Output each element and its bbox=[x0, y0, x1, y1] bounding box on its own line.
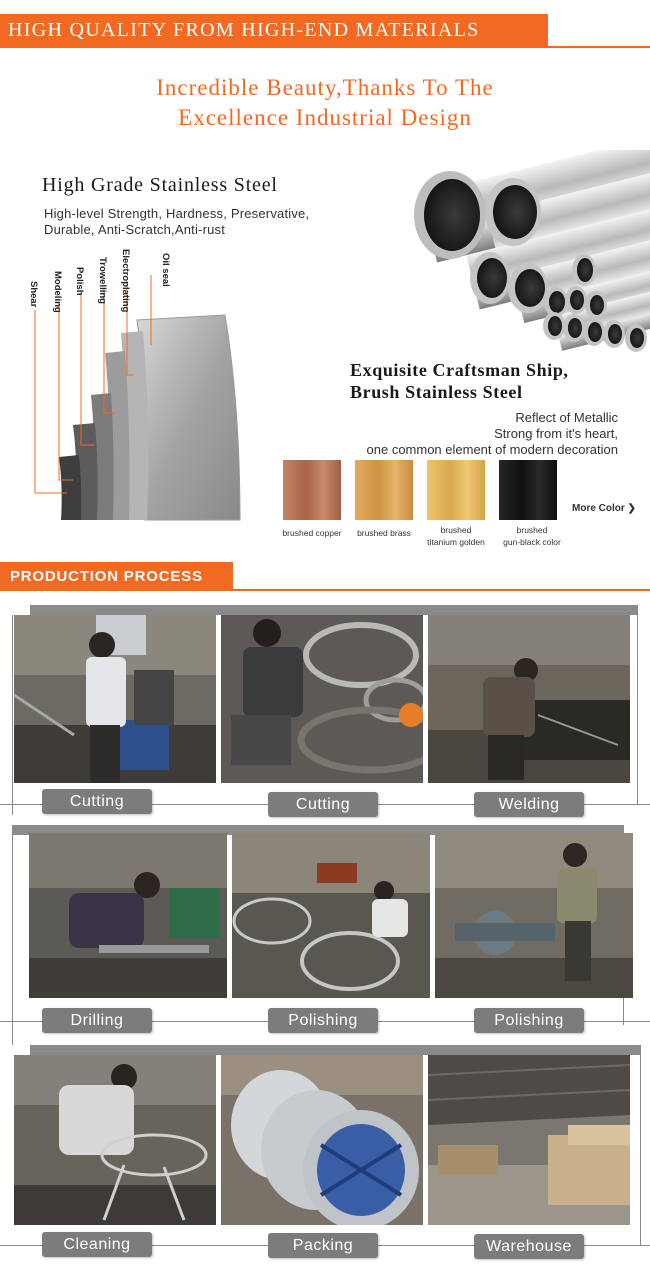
step-label-welding: Welding bbox=[474, 792, 584, 817]
swatch-label-brass: brushed brass bbox=[357, 528, 411, 538]
row-3-frame-top bbox=[30, 1045, 640, 1055]
swatch-brushed-gun-black bbox=[499, 460, 557, 520]
headline-line-1: Incredible Beauty,Thanks To The bbox=[156, 75, 494, 100]
production-header-title: PRODUCTION PROCESS bbox=[10, 568, 203, 585]
more-color-link[interactable]: More Color ❯ bbox=[572, 503, 636, 514]
photo-cutting-2 bbox=[221, 615, 423, 783]
row-1-frame-top bbox=[30, 605, 638, 615]
step-label-cutting-1: Cutting bbox=[42, 789, 152, 814]
steel-tubes-image bbox=[408, 150, 650, 360]
exquisite-title-2: Brush Stainless Steel bbox=[350, 382, 523, 402]
photo-polishing-1 bbox=[232, 833, 430, 998]
high-grade-desc-1: High-level Strength, Hardness, Preservative, bbox=[44, 206, 310, 221]
exquisite-desc-2: Strong from it's heart, bbox=[494, 426, 618, 441]
production-header-rule bbox=[233, 589, 650, 591]
photo-drilling bbox=[29, 833, 227, 998]
swatch-brushed-titanium-golden bbox=[427, 460, 485, 520]
exquisite-title-1: Exquisite Craftsman Ship, bbox=[350, 360, 569, 380]
layer-label-polish: Polish bbox=[74, 267, 85, 296]
step-label-cutting-2: Cutting bbox=[268, 792, 378, 817]
row-1-frame-right bbox=[637, 605, 638, 805]
steel-layer-diagram bbox=[25, 245, 265, 530]
photo-cutting-1 bbox=[14, 615, 216, 783]
layer-label-modeling: Modeling bbox=[52, 271, 63, 313]
high-grade-desc-2: Durable, Anti-Scratch,Anti-rust bbox=[44, 222, 226, 237]
row-2-frame-left bbox=[12, 835, 13, 1045]
photo-cleaning bbox=[14, 1055, 216, 1225]
row-3-frame-right bbox=[640, 1045, 641, 1245]
swatch-brushed-brass bbox=[355, 460, 413, 520]
materials-header bbox=[0, 0, 650, 48]
photo-polishing-2 bbox=[435, 833, 633, 998]
step-label-cleaning: Cleaning bbox=[42, 1232, 152, 1257]
photo-warehouse bbox=[428, 1055, 630, 1225]
swatch-brushed-copper bbox=[283, 460, 341, 520]
materials-header-title: HIGH QUALITY FROM HIGH-END MATERIALS bbox=[8, 19, 480, 41]
step-label-polishing-1: Polishing bbox=[268, 1008, 378, 1033]
headline-line-2: Excellence Industrial Design bbox=[178, 105, 472, 130]
photo-packing bbox=[221, 1055, 423, 1225]
materials-header-rule bbox=[548, 46, 650, 48]
step-label-packing: Packing bbox=[268, 1233, 378, 1258]
step-label-drilling: Drilling bbox=[42, 1008, 152, 1033]
swatch-label-copper: brushed copper bbox=[282, 528, 342, 538]
layer-label-shear: Shear bbox=[28, 281, 39, 308]
exquisite-desc-1: Reflect of Metallic bbox=[515, 410, 618, 425]
exquisite-desc-3: one common element of modern decoration bbox=[366, 442, 618, 457]
layer-label-trowelling: Trowelling bbox=[97, 257, 108, 304]
layer-label-electroplating: Electroplating bbox=[120, 249, 131, 313]
step-label-warehouse: Warehouse bbox=[474, 1234, 584, 1259]
swatch-label-gun-black: brushed gun-black color bbox=[503, 525, 561, 547]
photo-welding bbox=[428, 615, 630, 783]
row-1-frame-left bbox=[12, 615, 13, 815]
layer-label-oil-seal: Oil seal bbox=[160, 253, 171, 287]
swatch-label-titanium: brushed titanium golden bbox=[427, 525, 485, 547]
step-label-polishing-2: Polishing bbox=[474, 1008, 584, 1033]
high-grade-title: High Grade Stainless Steel bbox=[42, 174, 278, 196]
